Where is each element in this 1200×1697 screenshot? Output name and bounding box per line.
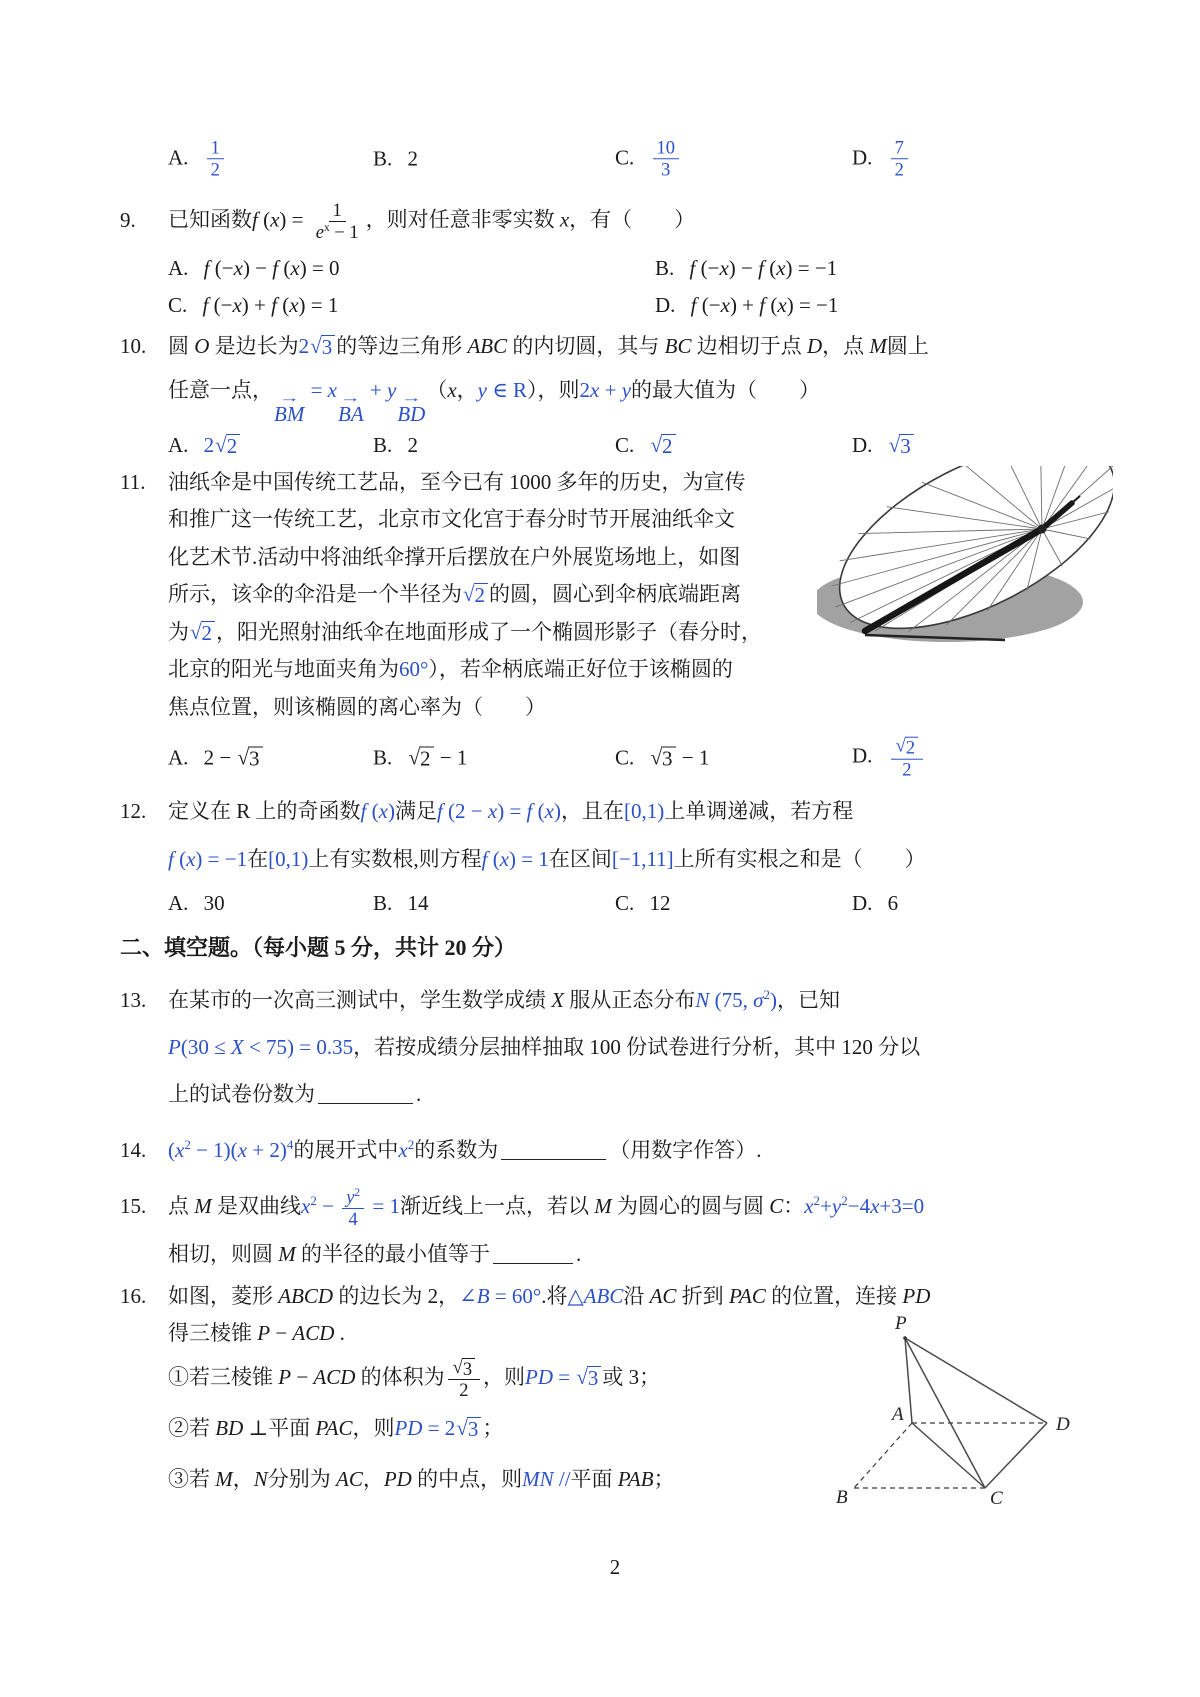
q9-line-1: 9.已知函数f (x) = $\frac{1}{e^x - 1}$ ，则对任意非零实数 x，有（ ） [120, 200, 696, 243]
question-number: 16. [120, 1284, 147, 1309]
question-14 [120, 1118, 1110, 1177]
umbrella-hub [1038, 525, 1047, 534]
q10-line-1: 10.圆 O 是边长为2 √ 3 的等边三角形 ABC 的内切圆，其与 BC 边相切于点 D，点 M圆上 [120, 324, 1110, 368]
q10-line-2: 任意一点， → BM = x → BA + y → BD （x，y ∈ R），则2x + y的最大值为（ ） [168, 377, 821, 426]
square-root: √ 2 [463, 583, 488, 607]
answer-blank [318, 1103, 413, 1104]
q10-options-a: A. 2 √ 2 [168, 427, 241, 464]
option-label: A. [168, 745, 194, 770]
option-label: B. [373, 146, 398, 171]
q13-line-1: 13.在某市的一次高三测试中，学生数学成绩 X 服从正态分布N (75, $\sigma^2$)，已知 [120, 971, 1110, 1024]
q9-opts-2 [120, 287, 1110, 324]
question-number: 14. [120, 1138, 147, 1163]
q9-opts-2-a: C. f (−x) + f (x) = 1 [168, 292, 339, 317]
square-root: √ 3 [651, 747, 676, 771]
q12-line-1: 12.定义在 R 上的奇函数f (x)满足f (2 − x) = f (x)，且在[0,1)上单调递减，若方程 [120, 787, 1110, 835]
square-root: √ 2 [651, 434, 676, 458]
label-C: C [990, 1488, 1003, 1509]
q11-line-3: 化艺术节.活动中将油纸伞撑开后摆放在户外展览场地上，如图 [168, 544, 741, 569]
question-number: 9. [120, 207, 136, 232]
label-A: A [892, 1404, 904, 1425]
q8-options-c [615, 137, 682, 181]
umbrella-figure [817, 466, 1113, 663]
q11-options-a: A. 2 − √ 3 [168, 740, 264, 777]
option-label: A. [168, 144, 194, 169]
q11-line-6: 北京的阳光与地面夹角为60°），若伞柄底端正好位于该椭圆的 [168, 657, 733, 682]
q9-opts-2-b: D. f (−x) + f (x) = −1 [655, 292, 839, 317]
option-label: A. [168, 891, 194, 916]
square-root: √ 2 [190, 621, 215, 645]
q10-options-c [615, 427, 677, 464]
vector: → BD [397, 389, 426, 426]
q12-line-2: f (x) = −1在[0,1)上有实数根,则方程f (x) = 1在区间[−1,11]上所有实根之和是（ ） [168, 847, 926, 872]
question-16 [120, 1278, 1110, 1509]
page-number: 2 [609, 1555, 621, 1580]
square-root: √ 3 [453, 1358, 475, 1379]
q12-options-c: C. 12 [615, 891, 671, 916]
question-15 [120, 1177, 1110, 1278]
answer-blank [493, 1263, 573, 1264]
fraction: $\frac{y^2}{4}$ [342, 1187, 364, 1231]
option-label: C. [615, 891, 640, 916]
option-label: B. [373, 891, 398, 916]
fraction: √ 3 2 [448, 1357, 480, 1402]
q12-options-d: D. 6 [852, 891, 899, 916]
q10-options [120, 427, 1110, 464]
q13-line-2: P(30 ≤ X < 75) = 0.35，若按成绩分层抽样抽取 100 份试卷进行分析，其中 120 分以 [168, 1035, 921, 1060]
question-number: 15. [120, 1194, 147, 1219]
option-label: D. [852, 744, 878, 769]
square-root: √ 3 [889, 434, 914, 458]
option-label: B. [373, 432, 398, 457]
option-label: D. [852, 432, 878, 457]
q16-line-4: ②若 BD ⊥平面 PAC，则PD = 2 √ 3 ； [168, 1416, 504, 1442]
option-label: A. [168, 255, 194, 280]
q8-options [120, 130, 1110, 188]
edge-CD [985, 1423, 1047, 1488]
square-root: √ 2 [215, 434, 240, 458]
edge-PD [905, 1338, 1047, 1423]
fraction: $\frac{1}{2}$ [207, 137, 224, 181]
edge-AB-dashed [854, 1423, 912, 1488]
label-P: P [895, 1313, 907, 1334]
square-root: √ 3 [238, 747, 263, 771]
q16-line-3: ①若三棱锥 P − ACD 的体积为 √ 3 2 ，则PD = √ 3 或 3； [168, 1357, 661, 1401]
option-label: D. [852, 144, 878, 169]
q11-line-4: 所示，该伞的伞沿是一个半径为 √ 2 的圆，圆心到伞柄底端距离 [168, 582, 742, 608]
edge-AC [912, 1423, 985, 1488]
q14-line-1: $14.(x^2 - 1)(x + 2)^4$的展开式中$x^2$的系数为 （用数字作答）. [120, 1118, 1110, 1177]
q16-line-5: ③若 M，N分别为 AC，PD 的中点，则MN //平面 PAB； [168, 1467, 675, 1492]
option-label: D. [655, 292, 681, 317]
q9-opts-1-b: B. f (−x) − f (x) = −1 [655, 255, 838, 280]
question-13 [120, 971, 1110, 1118]
option-label: D. [852, 891, 878, 916]
square-root: √ 3 [456, 1417, 481, 1441]
section-header: 二、填空题。（每小题 5 分，共计 20 分） [120, 935, 517, 961]
q11-options [120, 729, 1110, 787]
question-9 [120, 200, 1110, 244]
q9-opts-1-a: A. f (−x) − f (x) = 0 [168, 255, 340, 280]
umbrella-illustration [817, 466, 1113, 651]
square-root: √ 2 [896, 737, 918, 758]
option-label: C. [168, 292, 193, 317]
question-number: 11. [120, 469, 146, 494]
q11-line-2: 和推广这一传统工艺，北京市文化宫于春分时节开展油纸伞文 [168, 507, 735, 532]
q11-options-d [852, 736, 926, 781]
square-root: √ 3 [310, 335, 335, 359]
option-label: C. [615, 432, 640, 457]
tetrahedron-diagram [832, 1293, 1094, 1511]
fraction: $\frac{7}{2}$ [891, 137, 908, 181]
edge-PC [905, 1338, 985, 1488]
q8-options-d [852, 137, 911, 181]
question-12 [120, 787, 1110, 883]
vector: → BM [274, 389, 305, 426]
option-label: A. [168, 432, 194, 457]
q10-options-d [852, 427, 915, 464]
option-label: B. [373, 745, 398, 770]
q16-line-1: 16.如图，菱形 ABCD 的边长为 2，∠B = 60°.将△ABC沿 AC 折到 PAC 的位置，连接 PD [120, 1278, 1110, 1315]
q11-options-b: B. √ 2 − 1 [373, 745, 468, 771]
q10-options-b: B. 2 [373, 432, 419, 457]
q8-options-b: B. 2 [373, 146, 419, 171]
vector: → BA [338, 389, 364, 426]
question-10 [120, 324, 1110, 425]
q11-line-1: 11.油纸伞是中国传统工艺品，至今已有 1000 多年的历史，为宣传 [120, 464, 1110, 502]
tetrahedron-figure [832, 1293, 1094, 1523]
q13-line-3: 上的试卷份数为 . [168, 1082, 422, 1107]
q12-options-b: B. 14 [373, 891, 429, 916]
q11-line-5: 为 √ 2 ，阳光照射油纸伞在地面形成了一个椭圆形影子（春分时， [168, 619, 763, 645]
fraction: √ 2 2 [891, 736, 923, 781]
q16-line-2: 得三棱锥 P − ACD . [168, 1321, 345, 1346]
label-D: D [1056, 1414, 1070, 1435]
square-root: √ 3 [576, 1366, 601, 1390]
q9-opts-1 [120, 250, 1110, 287]
question-number: 13. [120, 988, 147, 1013]
fraction: $\frac{10}{3}$ [653, 137, 679, 181]
q8-options-a [168, 137, 227, 181]
q12-options [120, 885, 1110, 925]
question-number: 10. [120, 333, 147, 358]
vertex-P-dot [903, 1336, 907, 1340]
q15-line-1: 15.点 M 是双曲线$x^2$ − $\frac{y^2}{4}$ = 1渐近线上一点，若以 M 为圆心的圆与圆 C：$x^2+y^2-4x+3=0$ [120, 1177, 1110, 1230]
answer-blank [501, 1159, 606, 1160]
fraction: $\frac{1}{e^x - 1}$ [315, 200, 359, 243]
q11-line-7: 焦点位置，则该椭圆的离心率为（ ） [168, 694, 546, 719]
q15-line-2: 相切，则圆 M 的半径的最小值等于 . [168, 1242, 582, 1267]
label-B: B [836, 1487, 848, 1508]
square-root: √ 2 [409, 747, 434, 771]
q11-options-c: C. √ 3 − 1 [615, 745, 710, 771]
question-number: 12. [120, 799, 147, 824]
exam-content [120, 130, 1110, 1586]
option-label: B. [655, 255, 680, 280]
q12-options-a: A. 30 [168, 891, 225, 916]
option-label: C. [615, 745, 640, 770]
question-11 [120, 464, 1110, 727]
option-label: C. [615, 144, 640, 169]
